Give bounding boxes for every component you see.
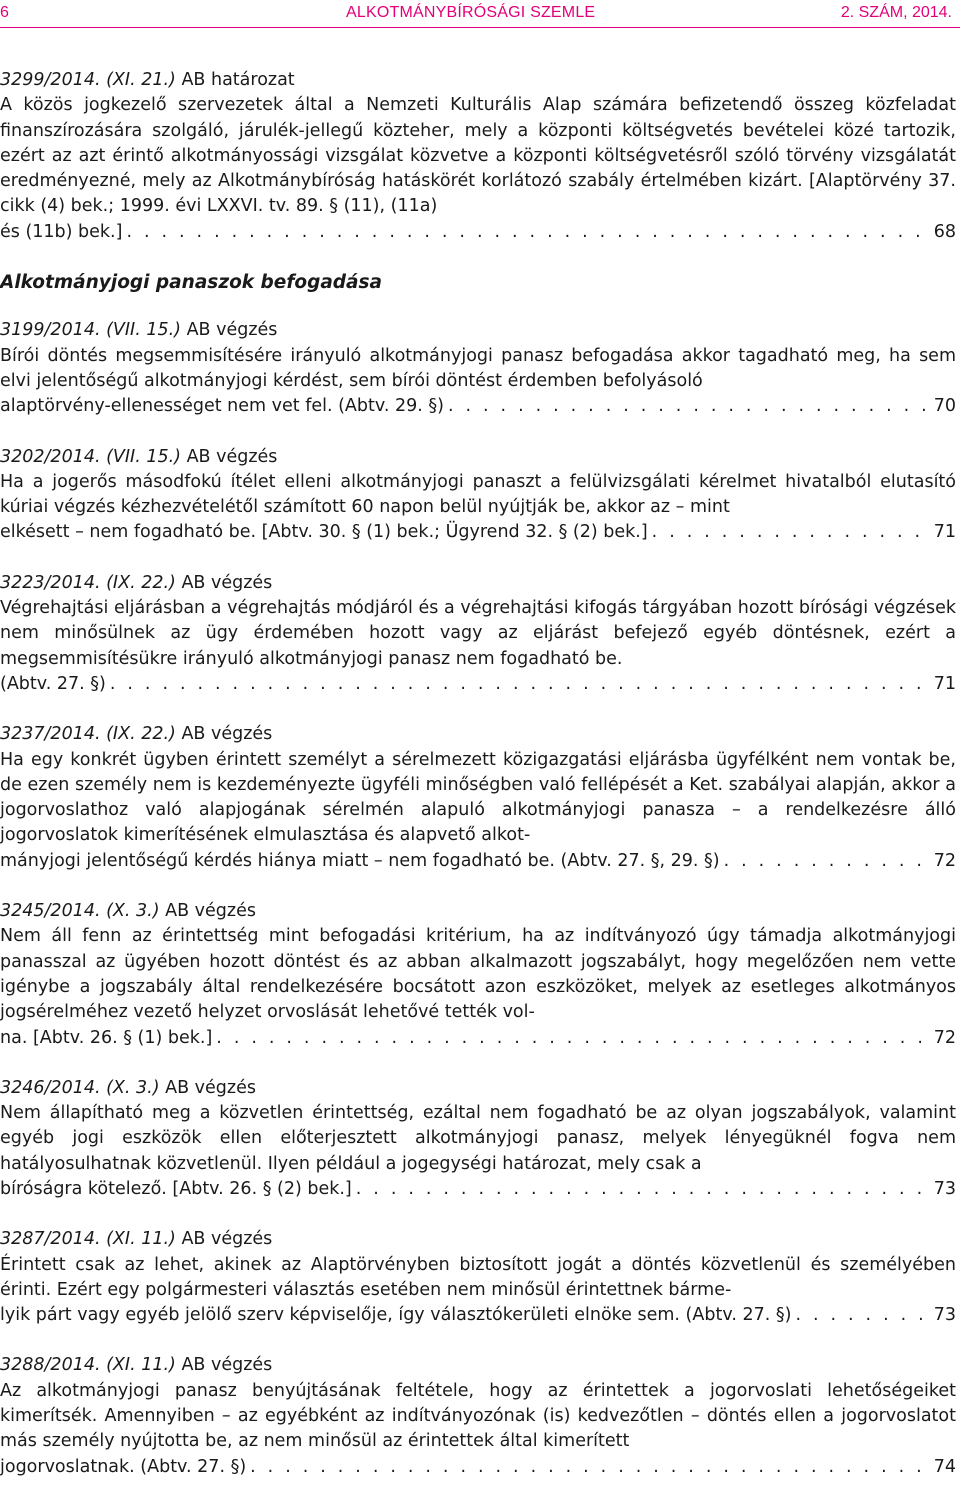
decision-reference	[0, 445, 956, 470]
summary-last-line	[0, 220, 956, 245]
summary-last-line	[0, 1303, 956, 1328]
decision-kind: AB végzés	[186, 320, 278, 341]
decision-kind: AB végzés	[165, 1077, 256, 1098]
toc-entry	[0, 899, 956, 1051]
decision-number: 3287/2014. (XI. 11.)	[0, 1229, 176, 1250]
summary-last-text: lyik párt vagy egyéb jelölő szerv képviselője, így választókerületi elnöke sem. (Abtv. 27. §)	[0, 1305, 792, 1326]
decision-summary: Érintett csak az lehet, akinek az Alaptörvényben biztosított jogát a döntés közvetlenül és személyében érinti. Ezért egy polgármesteri választás esetében nem minősül érintettnek bárme-	[0, 1254, 956, 1300]
page-ref: 71	[933, 673, 956, 694]
dot-leader	[724, 849, 932, 874]
decision-number: 3246/2014. (X. 3.)	[0, 1077, 160, 1098]
toc-entry	[0, 722, 956, 874]
page-number: 6	[0, 4, 9, 21]
page-ref: 72	[933, 1027, 956, 1048]
dot-leader	[795, 1303, 931, 1328]
toc-entry	[0, 318, 956, 419]
summary-last-text: na. [Abtv. 26. § (1) bek.]	[0, 1027, 213, 1048]
section-title: Alkotmányjogi panaszok befogadása	[0, 272, 383, 294]
decision-summary: Az alkotmányjogi panasz benyújtásának feltétele, hogy az érintettek a jogorvoslati lehetőségeiket kimerítsék. Amennyiben – az egyébként az indítványozónak (is) kedvezőtlen – döntés ellen a jogorvoslatot más személy nyújtotta be, az nem minősül az érintettek által kimerített	[0, 1380, 956, 1452]
summary-last-line	[0, 1455, 956, 1480]
decision-kind: AB végzés	[181, 572, 273, 593]
decision-summary: Bírói döntés megsemmisítésére irányuló alkotmányjogi panasz befogadása akkor tagadható meg, ha sem elvi jelentőségű alkotmányjogi kérdést, sem bírói döntést érdemben befolyásoló	[0, 345, 956, 391]
decision-reference	[0, 722, 956, 747]
decision-reference	[0, 1227, 956, 1252]
issue-label: 2. SZÁM, 2014.	[840, 4, 952, 21]
summary-last-line	[0, 1026, 956, 1051]
decision-number: 3288/2014. (XI. 11.)	[0, 1355, 176, 1376]
page-ref: 73	[933, 1178, 956, 1199]
page-ref: 68	[933, 221, 956, 242]
dot-leader	[216, 1026, 931, 1051]
decision-summary: A közös jogkezelő szervezetek által a Nemzeti Kulturális Alap számára befizetendő összeg közfeladat finanszírozására szolgáló, járulék-jellegű közteher, mely a központi költségvetés bevételei közé tartozik, ezért az azt érintő alkotmányossági vizsgálat közvetve a központi költségvetésről szóló törvény vizsgálatát eredményezné, mely az Alkotmánybíróság hatáskörét korlátozó szabály értelmében kizárt. [Alaptörvény 37. cikk (4) bek.; 1999. évi LXXVI. tv. 89. § (11), (11a)	[0, 95, 956, 217]
summary-last-text: elkésett – nem fogadható be. [Abtv. 30. § (1) bek.; Ügyrend 32. § (2) bek.]	[0, 522, 648, 543]
decision-kind: AB végzés	[165, 901, 256, 922]
toc-entry	[0, 1227, 956, 1328]
dot-leader	[126, 220, 931, 245]
decision-reference	[0, 1076, 956, 1101]
summary-last-text: és (11b) bek.]	[0, 221, 123, 242]
page-ref: 74	[933, 1456, 956, 1477]
toc-entry	[0, 1076, 956, 1202]
dot-leader	[652, 520, 932, 545]
decision-number: 3199/2014. (VII. 15.)	[0, 320, 181, 341]
summary-last-text: bíróságra kötelező. [Abtv. 26. § (2) bek.]	[0, 1178, 352, 1199]
summary-last-line	[0, 672, 956, 697]
toc-content	[0, 68, 956, 1505]
running-header	[0, 0, 960, 30]
summary-last-text: mányjogi jelentőségű kérdés hiánya miatt – nem fogadható be. (Abtv. 27. §, 29. §)	[0, 850, 720, 871]
dot-leader	[110, 672, 932, 697]
toc-entry	[0, 1353, 956, 1479]
summary-last-line	[0, 394, 956, 419]
page-ref: 71	[933, 522, 956, 543]
journal-title: ALKOTMÁNYBÍRÓSÁGI SZEMLE	[346, 4, 596, 21]
decision-number: 3223/2014. (IX. 22.)	[0, 572, 176, 593]
decision-summary: Nem állapítható meg a közvetlen érintettség, ezáltal nem fogadható be az olyan jogszabályok, valamint egyéb jogi eszközök ellen előterjesztett alkotmányjogi panasz, melyek lényegüknél fogva nem hatályosulhatnak közvetlenül. Ilyen például a jogegységi határozat, mely csak a	[0, 1103, 956, 1174]
toc-entry	[0, 445, 956, 546]
decision-kind: AB végzés	[181, 724, 273, 745]
header-rule	[0, 27, 960, 28]
decision-number: 3299/2014. (XI. 21.)	[0, 70, 176, 90]
summary-last-line	[0, 1177, 956, 1202]
summary-last-line	[0, 520, 956, 545]
toc-entry	[0, 571, 956, 697]
summary-last-text: jogorvoslatnak. (Abtv. 27. §)	[0, 1456, 247, 1477]
toc-entry	[0, 68, 956, 245]
decision-kind: AB végzés	[181, 1355, 273, 1376]
decision-number: 3245/2014. (X. 3.)	[0, 901, 160, 922]
dot-leader	[250, 1455, 932, 1480]
dot-leader	[356, 1177, 932, 1202]
page-ref: 72	[933, 850, 956, 871]
decision-number: 3237/2014. (IX. 22.)	[0, 724, 176, 745]
page-ref: 70	[933, 396, 956, 417]
decision-summary: Ha egy konkrét ügyben érintett személyt a sérelmezett közigazgatási eljárásba ügyfélként nem vontak be, de ezen személy nem is kezdeményezte ügyféli minőségben való fellépését a Ket. szabályai alapján, akkor a jogorvoslathoz való alapjogának sérelmén alapuló alkotmányjogi panasza – a rendelkezésre álló jogorvoslatok kimerítésének elmulasztása és alapvető alkot-	[0, 749, 956, 846]
decision-summary: Ha a jogerős másodfokú ítélet elleni alkotmányjogi panaszt a felülvizsgálati kérelmet hivatalból elutasító kúriai végzés kézhezvételétől számított 60 napon belül nyújtják be, akkor az – mint	[0, 471, 956, 518]
decision-reference	[0, 68, 956, 93]
decision-reference	[0, 318, 956, 343]
decision-summary: Nem áll fenn az érintettség mint befogadási kritérium, ha az indítványozó úgy támadja alkotmányjogi panasszal az ügyében hozott döntést és az abban alkalmazott jogszabályt, hogy megelőzően nem vette igénybe a jogszabály által rendelkezésére bocsátott azon eszközöket, melyek az esetleges alkotmányos jogsérelméhez vezető helyzet orvoslását lehetővé tették vol-	[0, 926, 956, 1023]
decision-summary: Végrehajtási eljárásban a végrehajtás módjáról és a végrehajtási kifogás tárgyában hozott bírósági végzések nem minősülnek az ügy érdemében hozott vagy az eljárást befejező egyéb döntésnek, ezért a megsemmisítésükre irányuló alkotmányjogi panasz nem fogadható be.	[0, 598, 956, 669]
decision-number: 3202/2014. (VII. 15.)	[0, 446, 181, 467]
decision-reference	[0, 1353, 956, 1378]
decision-kind: AB határozat	[181, 70, 295, 90]
summary-last-text: alaptörvény-ellenességet nem vet fel. (Abtv. 29. §)	[0, 396, 444, 417]
summary-last-line	[0, 849, 956, 874]
summary-last-text: (Abtv. 27. §)	[0, 673, 106, 694]
decision-reference	[0, 571, 956, 596]
dot-leader	[448, 394, 932, 419]
page-ref: 73	[933, 1305, 956, 1326]
decision-kind: AB végzés	[186, 446, 278, 467]
decision-kind: AB végzés	[181, 1229, 273, 1250]
decision-reference	[0, 899, 956, 924]
